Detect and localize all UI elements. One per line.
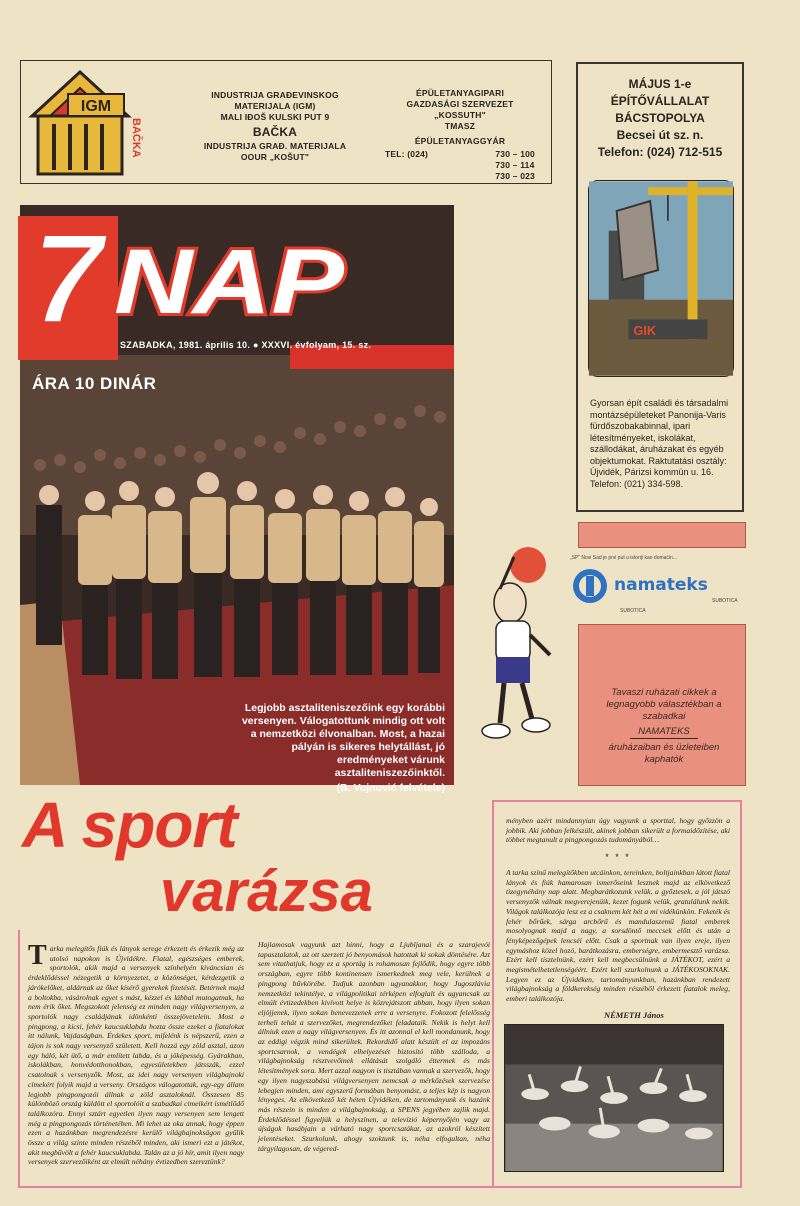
headline-line-1: A sport [22, 789, 237, 861]
telephone-label: TEL: (024) [385, 149, 429, 159]
article-separator: * * * [605, 852, 631, 862]
kossuth-line: GAZDASÁGI SZERVEZET [406, 99, 514, 109]
namateks-fine-print: „SP” Novi Sad je prvi put u istoriji kao domaćin... [570, 555, 677, 561]
namateks-ad-tail: áruházaiban és üzleteiben kaphatók [608, 742, 720, 765]
cover-caption [240, 702, 445, 795]
kossuth-company-block [385, 88, 535, 182]
masthead-number: 7 [32, 208, 104, 351]
kossuth-line: TMASZ [444, 121, 476, 131]
cover-price: ÁRA 10 DINÁR [32, 374, 157, 393]
igm-sub-line: OOUR „KOŠUT" [240, 152, 310, 162]
igm-sub-line: INDUSTRIJA GRAĐ. MATERIJALA [203, 141, 347, 151]
namateks-ad-brand: NAMATEKS [630, 726, 698, 739]
article-column-1-text: arka melegítős fiúk és lányok serege érkezett és érkezik még az utolsó napokon is Újvidékre. Fiatal, egészséges emberek, sportolók, akik majd a versenyek színhelyén kíváncsian és érdeklődéssel nézegetik a környezetet, a közönséget, kérdezgetik a járókelőket, aldárnak az őket kísérő gyerekek fizetését. Betérnek majd a boltokba, vásárolnak egyet s mást, kézzel és lábbal mutogatnak, ha nem érik őket. Megszokott jelenség ez minden nagy világversenyen, a sportolók nagy családjának idönkénti összejövetelein. Most a pingpong, a kicsi, fehér kaucsuklabda hozta össze ezeket a fiatalokat itt nálunk, Vajdaságban. Érdekes sport, mifelénk is népszerű, ezen a tájon is sok nagy versenyző született. Kell hozzá egy zöld asztal, azon egy háló, két ütő, a már említett labda, és a jóképesség. Gyárakban, iskolákban, honvédotthonokban, egyesületekben játsszák, ezzel csatolnak s versenyzők. Most, az idei nagy versenyen világbajnoki címekért folyik majd a verseny. Országos válogatottak, egy-egy állam legjobb pingpongozói állnak a zöld asztaloknál. Összesen 85 különböző ország küldött el sportolóit a szabadkai cimeikért ismétlődő találkozóra. Ennyi sztárt egyetlen ilyen nagy versenyen sem lengett még a pingpongozás történetében. Mi lehet az oka annak, hogy éppen ezen a hazánkban megrendezésre kerülő világbajnokságon gyűlik össze a világ szinte minden részéből minden, aki ismeri ezt a játékot, akit megbűvölt a fehér kaucsuklabda. Talán az a jó hír, amit ilyen nagy versenyek szervezőiként az elmúlt néhány évtizedben szereztünk? [28, 944, 244, 1167]
kossuth-line: ÉPÜLETANYAGIPARI [415, 88, 505, 98]
kossuth-line: ÉPÜLETANYAGGYÁR [414, 136, 506, 146]
namateks-ad-text [590, 687, 738, 766]
igm-logo-letters: IGM [80, 98, 112, 115]
namateks-city: SUBOTICA [712, 598, 738, 604]
igm-line: MALI IĐOŠ KULSKI PUT 9 [220, 112, 330, 122]
right-ad-body: Gyorsan épít családi és társadalmi montázsépületeket Panonija-Varis fürdőszobakabinnal, ipari létesítményeket, iskolákat, szállodákat, áruházakat és egyéb objektumokat. Raktutatási osztály: Újvidék, Párizsi kommün u. 16. Telefon: (021) 334-598. [590, 398, 729, 489]
telephone-number: 730 – 100 [495, 149, 535, 159]
mascot-illustration [470, 545, 562, 755]
masthead-word: NAP [114, 231, 345, 333]
igm-city: BAČKA [252, 125, 298, 139]
telephone-number: 730 – 023 [495, 171, 535, 181]
article-column-3-mid: A tarka színű melegítőkben utcáinkon, tereinken, boltjainkban látott fiatal lányok és fiúk hamarosan ismerőseink lesznek majd az elkövetkező tizegynéhány nap alatt. Megbarátkozunk velük, a győztesek, a jól játszó versenyzők válnak megverejenüik, kezet fogunk velük, gratulálunk nekik. Világok találkozója lesz ez a csaknem két hét a mi vidékünkön. Feketék és fehér bőrűek, sárga arcbőrű és mandulaszemű fiatal emberek mosolyognak majd a nagy, a sorsdöntő meccsek előtt és után a fényképezőgépek lencséi előtt. Csak a sportnak van ilyen ereje, ilyen egymáshoz közel hozó, barátkozásra, emberségre, embermesztő varázsa. Ezért kell tisztelnünk, ezért kell megbecsülnünk a JÁTÉKOT, ezért a megismételhetetlenségéért. Ezért kell szurkolnunk a JÁTÉKOSOKNAK. Legyen ez az Újvidéken, tartományunkban, hazánkban rendezett világbajnokság a földkerekség minden részéből érkezett fiatalok meleg, emberi találkozója. [506, 868, 730, 1004]
cover-photo-credit: (B. Vojnović felvétele) [336, 782, 445, 794]
article-column-2: Hajlamosak vagyunk azt hinni, hogy a Ljubljanai és a szarajevói tapasztalatok, az ott szerzett jó benyomások hatottak ki sokak döntésére. Azt sem vitathatjuk, hogy ez a sportág is rohamosan fejlődik, hogy egyre több országban, egyre több kontinensen ismerkednek meg vele, kerülnek a pingpong bűvkörébe. Tudjuk azonban ugyanakkor, hogy Jugoszlávia nemzetközi tekintélye, a világpolitikai térképen elfoglalt és ugyancsak az elmúlt évtizedekben kivívott helye is közrejátszott abban, hogy ilyen sokan eljöjjenek, ilyen sokan benevezzenek erre a versenyre. Fokozott felelősség terheli tehát a szervezőket, megrendezőket feladataik. Nekik is helyt kell állniuk ezen a nagy világversenyen. És itt azonnal el kell mondanunk, hogy az eddigi végzik mind sikerültek. Rekordidő alatt készült el az impozáns sportcsarnok, a vendégek elhelyezését biztosító több szálloda, a világbajnokság résztvevőinek ellátását szolgáló éttermek és más létesítmények sora. Mert azzal nagyon is tisztában vannak a szervezők, hogy egy ilyen nagyszabású világversenyen nemcsak a mérkőzések szervezése lebegjen minden, ami egyszerű formában benyomást, a teljes kép is nagyon lényeges. Az elkövetkező két héten Újvidéken, de tartományunk és hazánk más részein is minden a világbajnokság, a SPENS jegyében zajlik majd. Érdeklődéssel figyeljük a helyszínen, a televízió képernyőjén vagy az újságok hasábjain a várható nagy sportcsatákat, az azokról készített jelentéseket. Szurkolunk, ahogy szoktunk is, néha elfogultan, néha tárgyilagosan, de végered- [258, 940, 490, 1153]
right-ad-heading [582, 76, 738, 161]
decorative-red-strip [578, 522, 746, 548]
cover-caption-text: Legjobb asztaliteniszezőink egy korábbi versenyen. Válogatottunk mindig ott volt a nemzetközi élvonalban. Most, a hazai pályán is sikeres helytállást, jó eredményeket várunk asztaliteniszezőinktől. [241, 702, 445, 779]
masthead-dateline: SZABADKA, 1981. április 10. ● XXXVI. évfolyam, 15. sz. [120, 340, 372, 350]
article-column-1 [28, 940, 244, 1167]
namateks-city-footer: SUBOTICA [620, 608, 646, 614]
right-ad-head-line: ÉPÍTŐVÁLLALAT [610, 94, 710, 108]
igm-company-block [190, 90, 360, 163]
igm-logo-vertical: BAČKA [130, 118, 142, 158]
telephone-row [385, 149, 535, 182]
igm-logo [28, 68, 150, 176]
kossuth-line: „KOSSUTH" [434, 110, 486, 120]
telephone-number: 730 – 114 [495, 160, 535, 170]
right-ad-head-line: Becsei út sz. n. [616, 128, 704, 142]
igm-line: MATERIJALA (IGM) [234, 101, 316, 111]
namateks-wordmark: namateks [614, 575, 708, 595]
gymnastics-photo [504, 1024, 724, 1172]
right-ad-head-line: BÁCSTOPOLYA [615, 111, 705, 125]
namateks-ad-line: Tavaszi ruházati cikkek a legnagyobb választékban a szabadkai [606, 687, 722, 722]
headline-line-2: varázsa [160, 859, 373, 924]
igm-line: INDUSTRIJA GRAĐEVINSKOG [211, 90, 339, 100]
article-column-3-top: ményben azért mindannyian úgy vagyunk a sporttal, hogy győzzön a jobbik. Aki jobban felkészült, akinek jobban sikerült a formaidőzítése, aki többet megtanult a pingpongozás tudományából… [506, 816, 730, 845]
telephone-numbers [495, 149, 535, 182]
right-ad-head-line: MÁJUS 1-e [628, 77, 692, 91]
right-ad-head-line: Telefon: (024) 712-515 [597, 145, 723, 159]
crane-sign-text: GIK [633, 323, 657, 339]
article-author: NÉMETH János [604, 1010, 664, 1020]
construction-crane-photo [588, 180, 734, 377]
article-dropcap: T [28, 940, 47, 971]
